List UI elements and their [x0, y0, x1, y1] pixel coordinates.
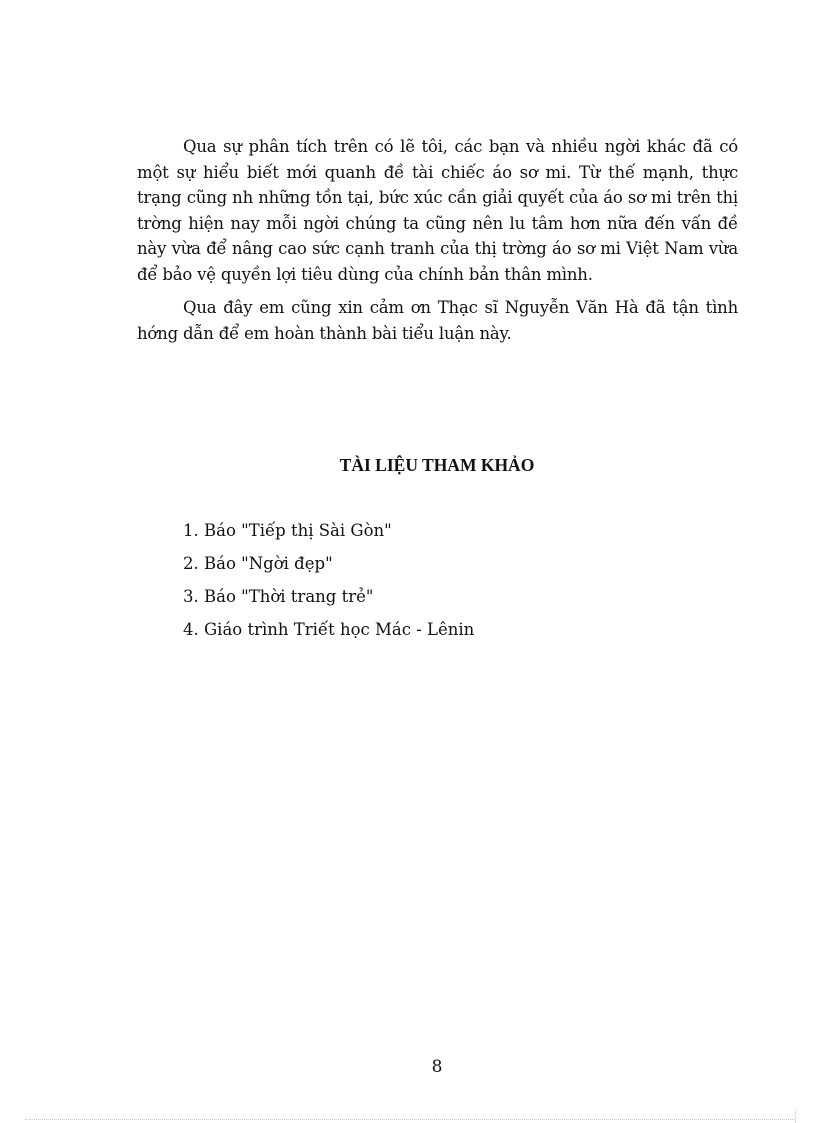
page-number: 8 [431, 1057, 443, 1077]
acknowledgement-paragraph: Qua đây em cũng xin cảm ơn Thạc sĩ Nguyễn Văn Hà đã tận tình hớng dẫn để em hoàn thành bài tiểu luận này. [137, 298, 738, 343]
reference-item: 1. Báo "Tiếp thị Sài Gòn" [183, 521, 392, 540]
reference-item: 2. Báo "Ngời đẹp" [183, 554, 333, 573]
page-boundary-corner [795, 1110, 796, 1123]
conclusion-paragraph: Qua sự phân tích trên có lẽ tôi, các bạn và nhiều ngời khác đã có một sự hiểu biết mới quanh đề tài chiếc áo sơ mi. Từ thế mạnh, thực trạng cũng nh những tồn tại, bức xúc cần giải quyết của áo sơ mi trên thị trờng hiện nay mỗi ngời chúng ta cũng nên lu tâm hơn nữa đến vấn đề này vừa để nâng cao sức cạnh tranh của thị trờng áo sơ mi Việt Nam vừa để bảo vệ quyền lợi tiêu dùng của chính bản thân mình. [137, 137, 738, 284]
reference-item: 3. Báo "Thời trang trẻ" [183, 587, 374, 606]
page-boundary-line [25, 1119, 795, 1120]
reference-item: 4. Giáo trình Triết học Mác - Lênin [183, 620, 475, 639]
references-heading: TÀI LIỆU THAM KHẢO [339, 455, 535, 475]
references-list [183, 518, 474, 650]
